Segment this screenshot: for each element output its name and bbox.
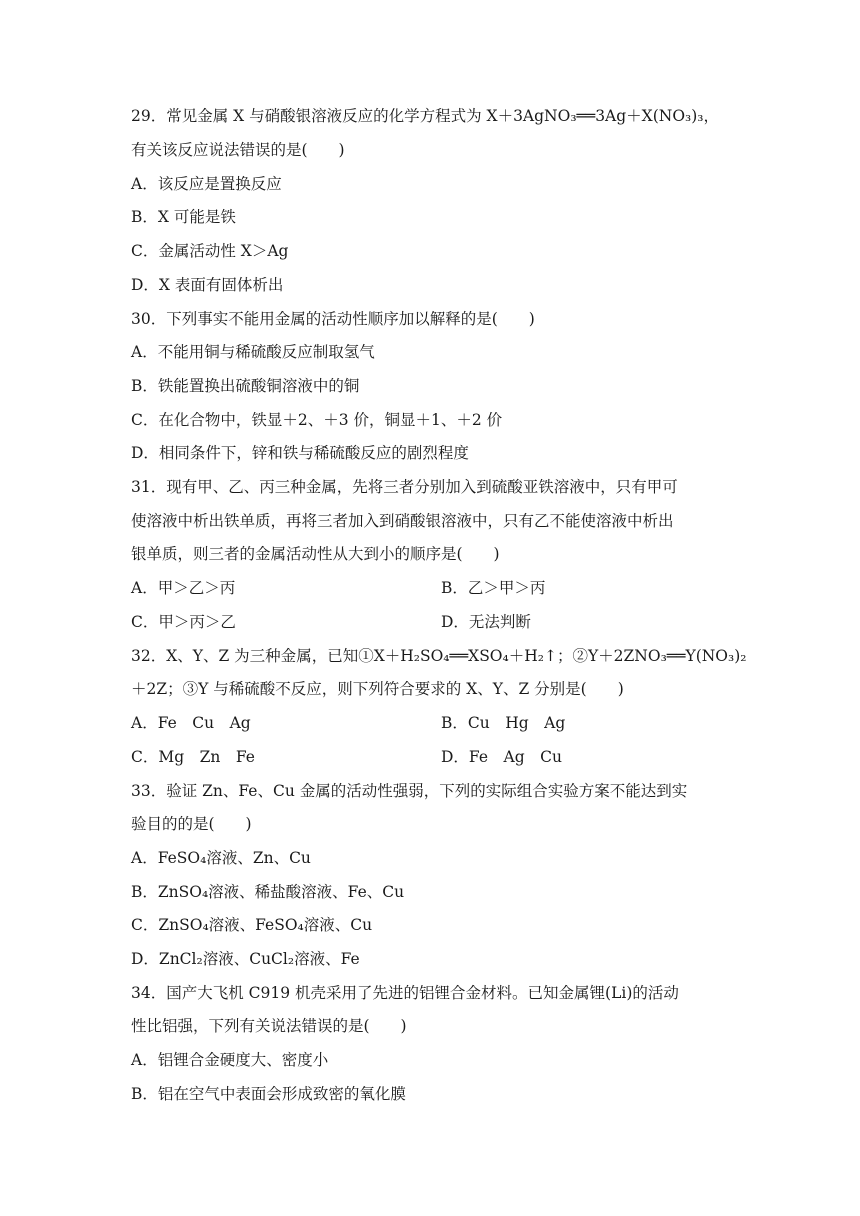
q29-stem-line1: 29．常见金属 X 与硝酸银溶液反应的化学方程式为 X＋3AgNO₃══3Ag＋X(NO₃)₃， [131,107,720,125]
q33-stem-line2: 验目的的是( ) [131,815,252,833]
q31-option-c: C．甲＞丙＞乙 [131,613,236,631]
q34-stem-line2: 性比铝强，下列有关说法错误的是( ) [131,1017,407,1035]
q30-option-b: B．铁能置换出硫酸铜溶液中的铜 [131,377,360,395]
q31-options-row1 [131,577,751,599]
q32-option-b: B．Cu Hg Ag [441,714,566,732]
q31-stem-line2: 使溶液中析出铁单质，再将三者加入到硝酸银溶液中，只有乙不能使溶液中析出 [131,512,674,530]
q33-option-d: D．ZnCl₂溶液、CuCl₂溶液、Fe [131,950,360,968]
q30-stem: 30．下列事实不能用金属的活动性顺序加以解释的是( ) [131,310,535,328]
q31-stem-line1: 31．现有甲、乙、丙三种金属，先将三者分别加入到硫酸亚铁溶液中，只有甲可 [131,478,678,496]
q33-option-b: B．ZnSO₄溶液、稀盐酸溶液、Fe、Cu [131,883,405,901]
q32-option-d: D．Fe Ag Cu [441,748,562,766]
q31-option-d: D．无法判断 [441,613,531,631]
q32-options-row1 [131,712,751,734]
q29-option-a: A．该反应是置换反应 [131,175,282,193]
q31-option-a: A．甲＞乙＞丙 [131,579,236,597]
q34-stem-line1: 34．国产大飞机 C919 机壳采用了先进的铝锂合金材料。已知金属锂(Li)的活动 [131,984,679,1002]
q33-stem-line1: 33．验证 Zn、Fe、Cu 金属的活动性强弱，下列的实际组合实验方案不能达到实 [131,782,688,800]
q34-option-a: A．铝锂合金硬度大、密度小 [131,1051,329,1069]
q30-option-d: D．相同条件下，锌和铁与稀硫酸反应的剧烈程度 [131,444,469,462]
q31-options-row2 [131,611,751,633]
q30-option-a: A．不能用铜与稀硫酸反应制取氢气 [131,343,375,361]
q29-option-b: B．X 可能是铁 [131,208,236,226]
q33-option-a: A．FeSO₄溶液、Zn、Cu [131,849,311,867]
q31-stem-line3: 银单质，则三者的金属活动性从大到小的顺序是( ) [131,545,500,563]
q32-stem-line2: ＋2Z；③Y 与稀硫酸不反应，则下列符合要求的 X、Y、Z 分别是( ) [131,680,624,698]
q30-option-c: C．在化合物中，铁显＋2、＋3 价，铜显＋1、＋2 价 [131,411,503,429]
q29-option-d: D．X 表面有固体析出 [131,276,284,294]
q32-option-a: A．Fe Cu Ag [131,714,251,732]
q34-option-b: B．铝在空气中表面会形成致密的氧化膜 [131,1085,406,1103]
q32-stem-line1: 32．X、Y、Z 为三种金属，已知①X＋H₂SO₄══XSO₄＋H₂↑；②Y＋2ZNO₃══Y(NO₃)₂ [131,647,747,665]
q32-options-row2 [131,746,751,768]
q31-option-b: B．乙＞甲＞丙 [441,579,546,597]
q32-option-c: C．Mg Zn Fe [131,748,255,766]
q33-option-c: C．ZnSO₄溶液、FeSO₄溶液、Cu [131,916,373,934]
q29-option-c: C．金属活动性 X＞Ag [131,242,289,260]
q29-stem-line2: 有关该反应说法错误的是( ) [131,141,345,159]
